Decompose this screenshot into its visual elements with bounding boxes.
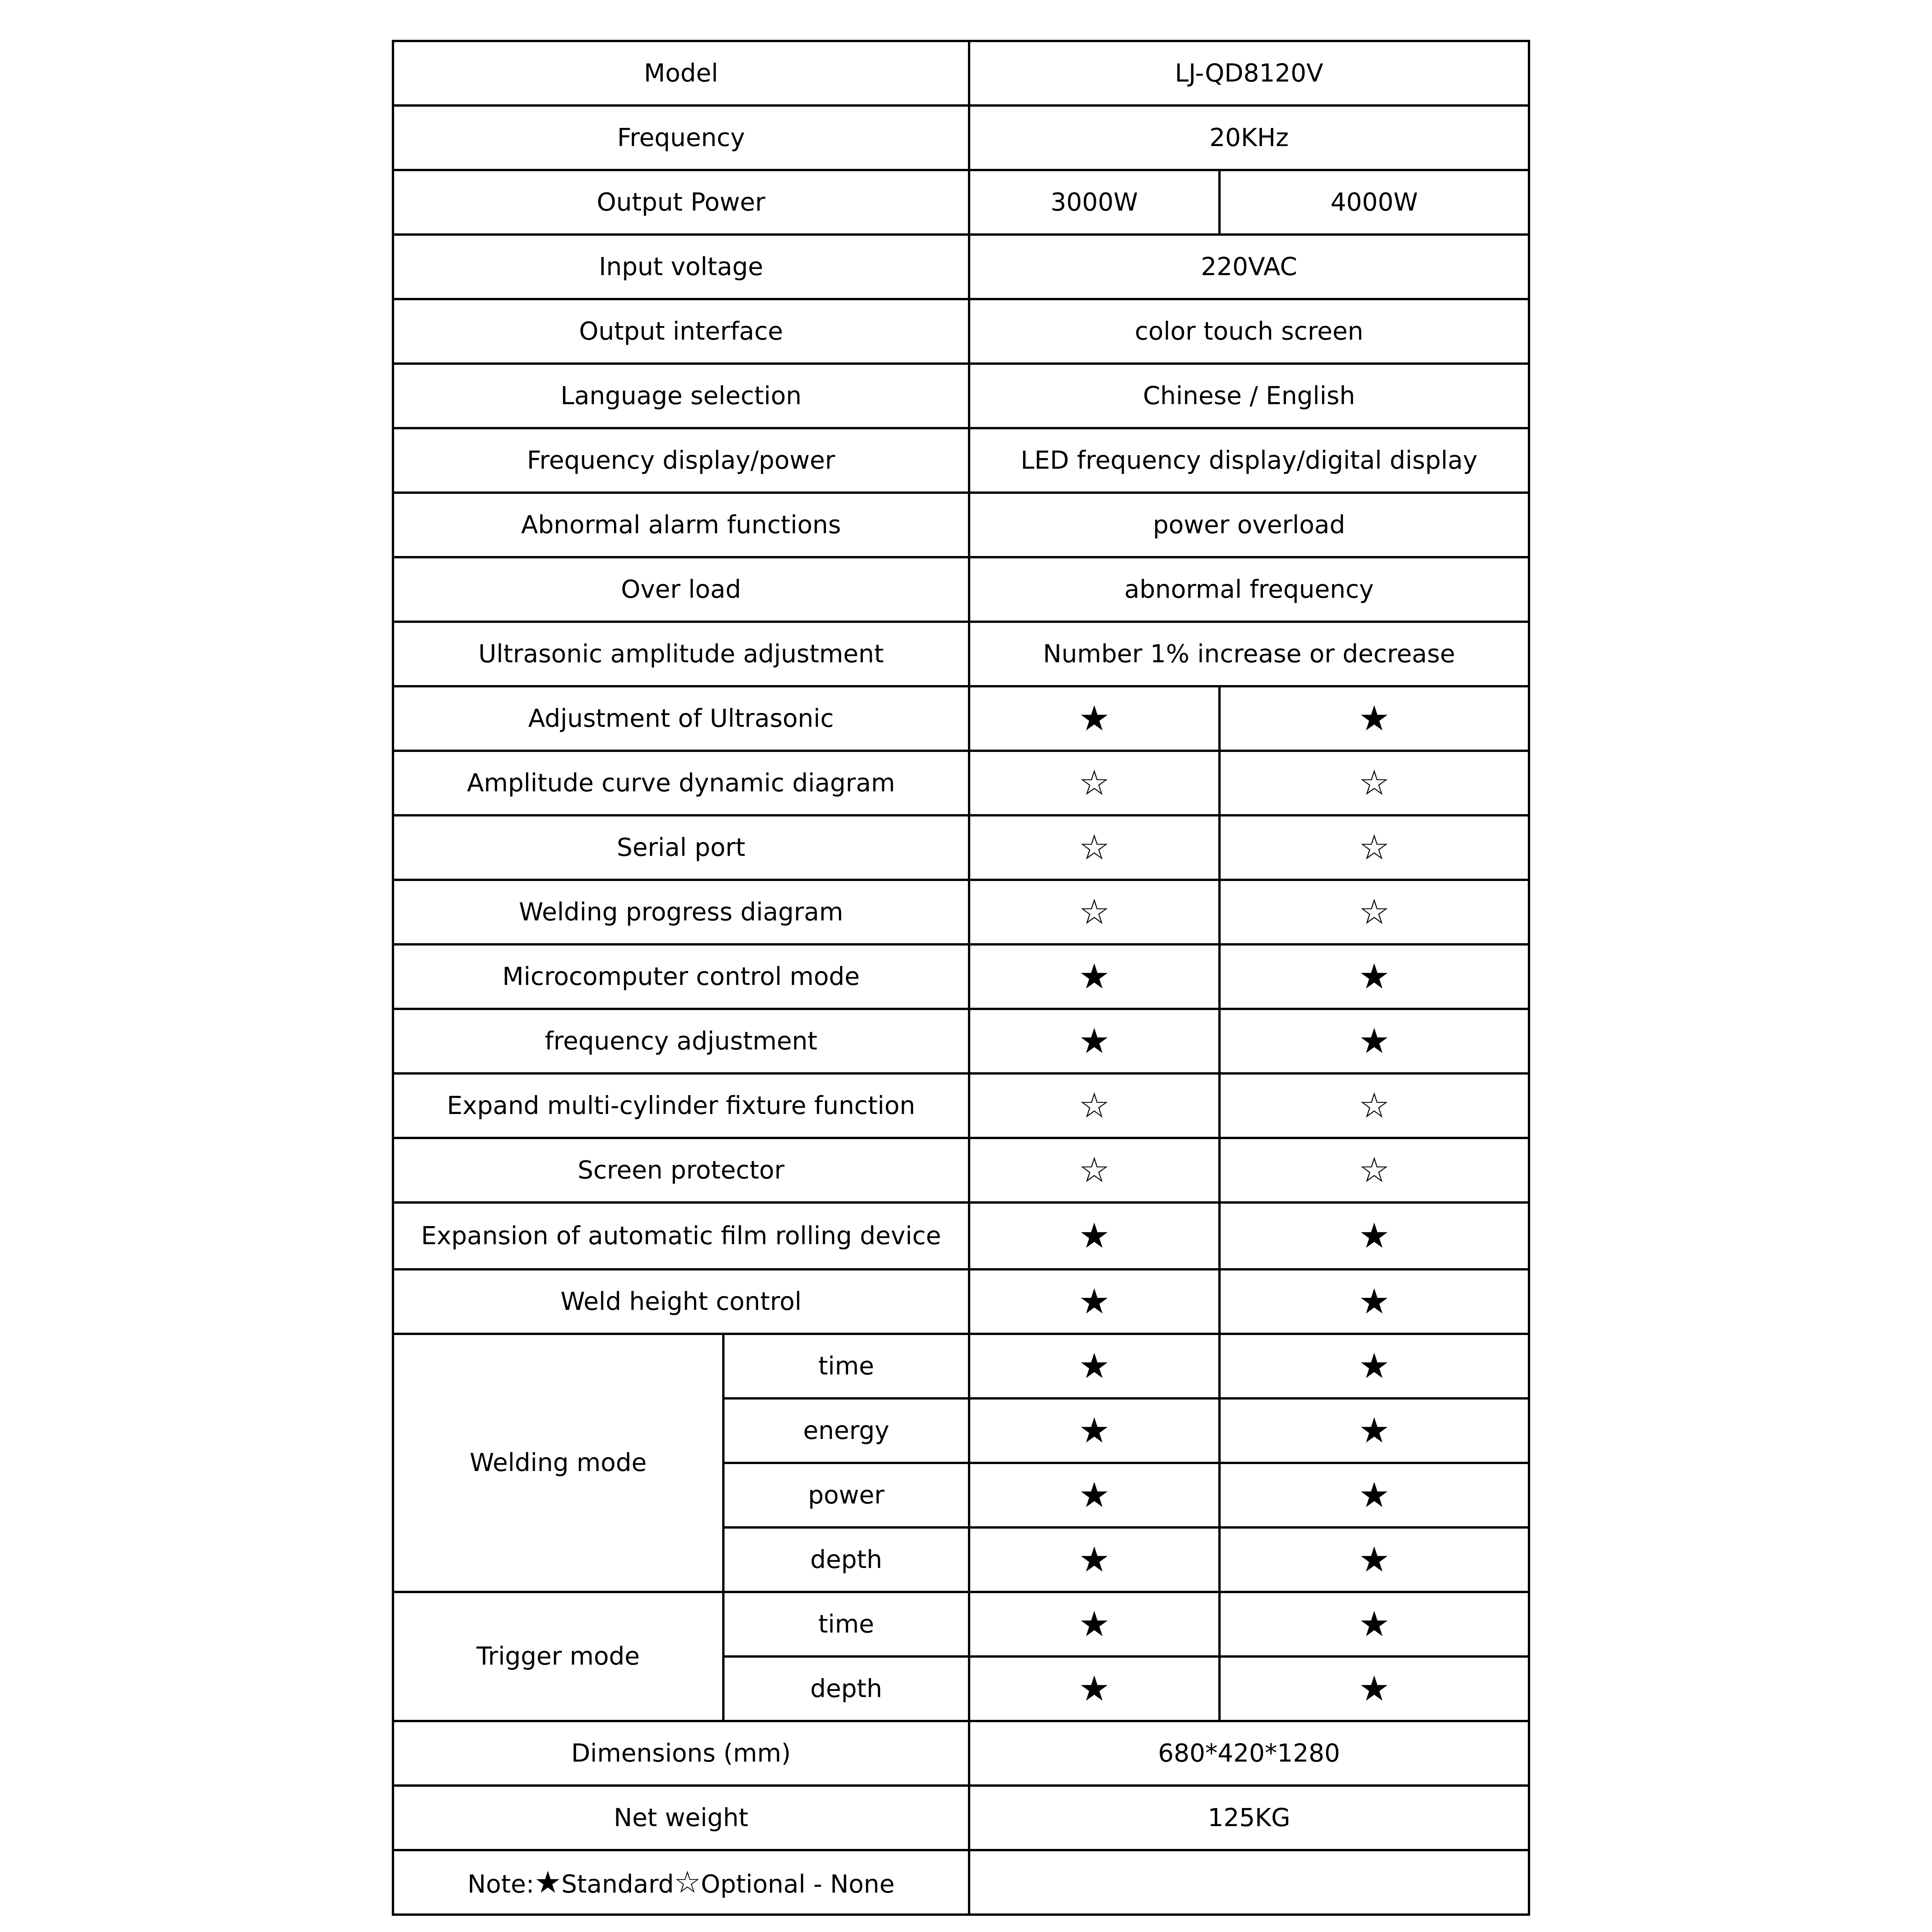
standard-star-icon: ★ (969, 1592, 1219, 1656)
optional-star-icon: ☆ (969, 815, 1219, 880)
abnormal-alarm-value: power overload (969, 493, 1529, 557)
ultrasonic-amplitude-value: Number 1% increase or decrease (969, 622, 1529, 686)
net-weight-label: Net weight (393, 1786, 969, 1850)
trigger-mode-sub-label: depth (723, 1656, 969, 1721)
input-voltage-label: Input voltage (393, 235, 969, 299)
frequency-display-label: Frequency display/power (393, 428, 969, 493)
standard-star-icon: ★ (1219, 1202, 1529, 1269)
language-selection-label: Language selection (393, 364, 969, 428)
net-weight-value: 125KG (969, 1786, 1529, 1850)
standard-star-icon: ★ (969, 1334, 1219, 1398)
optional-star-icon: ☆ (969, 1073, 1219, 1138)
standard-star-icon: ★ (1219, 1269, 1529, 1334)
standard-star-icon: ★ (1219, 944, 1529, 1009)
optional-star-icon: ☆ (1219, 751, 1529, 815)
feature-row (393, 1138, 1529, 1202)
optional-star-icon: ☆ (1219, 1138, 1529, 1202)
feature-row (393, 751, 1529, 815)
frequency-display-value: LED frequency display/digital display (969, 428, 1529, 493)
output-power-value-1: 3000W (969, 170, 1219, 235)
feature-row (393, 1269, 1529, 1334)
frequency-value: 20KHz (969, 105, 1529, 170)
standard-star-icon: ★ (534, 1865, 561, 1900)
optional-star-icon: ☆ (969, 751, 1219, 815)
row-over-load (393, 557, 1529, 622)
model-value: LJ-QD8120V (969, 41, 1529, 105)
optional-star-icon: ☆ (1219, 815, 1529, 880)
standard-star-icon: ★ (1219, 1592, 1529, 1656)
feature-row (393, 815, 1529, 880)
feature-label: frequency adjustment (393, 1009, 969, 1073)
row-frequency-display (393, 428, 1529, 493)
model-label: Model (393, 41, 969, 105)
feature-label: Weld height control (393, 1269, 969, 1334)
standard-star-icon: ★ (1219, 1463, 1529, 1527)
abnormal-alarm-label: Abnormal alarm functions (393, 493, 969, 557)
standard-star-icon: ★ (969, 1398, 1219, 1463)
spec-table (392, 40, 1530, 1916)
welding-mode-row (393, 1334, 1529, 1398)
row-net-weight (393, 1786, 1529, 1850)
row-input-voltage (393, 235, 1529, 299)
row-dimensions (393, 1721, 1529, 1786)
row-note (393, 1850, 1529, 1915)
note-standard-label: Standard (561, 1870, 674, 1899)
standard-star-icon: ★ (1219, 1527, 1529, 1592)
note-cell (393, 1850, 969, 1915)
standard-star-icon: ★ (969, 1463, 1219, 1527)
note-prefix: Note: (467, 1870, 534, 1899)
optional-star-icon: ☆ (1219, 880, 1529, 944)
feature-row (393, 1073, 1529, 1138)
input-voltage-value: 220VAC (969, 235, 1529, 299)
row-frequency (393, 105, 1529, 170)
row-model (393, 41, 1529, 105)
optional-star-icon: ☆ (1219, 1073, 1529, 1138)
row-output-power (393, 170, 1529, 235)
standard-star-icon: ★ (969, 1527, 1219, 1592)
row-abnormal-alarm (393, 493, 1529, 557)
trigger-mode-row (393, 1592, 1529, 1656)
row-ultrasonic-amplitude (393, 622, 1529, 686)
standard-star-icon: ★ (969, 1009, 1219, 1073)
dimensions-value: 680*420*1280 (969, 1721, 1529, 1786)
optional-star-icon: ☆ (969, 880, 1219, 944)
feature-label: Expand multi-cylinder fixture function (393, 1073, 969, 1138)
over-load-label: Over load (393, 557, 969, 622)
feature-row (393, 686, 1529, 751)
row-output-interface (393, 299, 1529, 364)
ultrasonic-amplitude-label: Ultrasonic amplitude adjustment (393, 622, 969, 686)
welding-mode-sub-label: depth (723, 1527, 969, 1592)
standard-star-icon: ★ (1219, 1398, 1529, 1463)
feature-row (393, 1202, 1529, 1269)
welding-mode-sub-label: energy (723, 1398, 969, 1463)
trigger-mode-label: Trigger mode (393, 1592, 723, 1721)
standard-star-icon: ★ (969, 1656, 1219, 1721)
welding-mode-label: Welding mode (393, 1334, 723, 1592)
feature-label: Welding progress diagram (393, 880, 969, 944)
dimensions-label: Dimensions (mm) (393, 1721, 969, 1786)
standard-star-icon: ★ (969, 686, 1219, 751)
output-power-label: Output Power (393, 170, 969, 235)
feature-row (393, 880, 1529, 944)
welding-mode-sub-label: time (723, 1334, 969, 1398)
standard-star-icon: ★ (1219, 1656, 1529, 1721)
standard-star-icon: ★ (969, 1202, 1219, 1269)
trigger-mode-sub-label: time (723, 1592, 969, 1656)
feature-row (393, 1009, 1529, 1073)
language-selection-value: Chinese / English (969, 364, 1529, 428)
feature-label: Expansion of automatic film rolling device (393, 1202, 969, 1269)
output-interface-value: color touch screen (969, 299, 1529, 364)
feature-label: Adjustment of Ultrasonic (393, 686, 969, 751)
optional-star-icon: ☆ (673, 1865, 701, 1900)
optional-star-icon: ☆ (969, 1138, 1219, 1202)
note-optional-label: Optional - None (701, 1870, 895, 1899)
feature-label: Amplitude curve dynamic diagram (393, 751, 969, 815)
standard-star-icon: ★ (1219, 1009, 1529, 1073)
feature-row (393, 944, 1529, 1009)
frequency-label: Frequency (393, 105, 969, 170)
standard-star-icon: ★ (969, 944, 1219, 1009)
output-power-value-2: 4000W (1219, 170, 1529, 235)
output-interface-label: Output interface (393, 299, 969, 364)
standard-star-icon: ★ (969, 1269, 1219, 1334)
note-empty-cell (969, 1850, 1529, 1915)
row-language-selection (393, 364, 1529, 428)
standard-star-icon: ★ (1219, 1334, 1529, 1398)
welding-mode-sub-label: power (723, 1463, 969, 1527)
feature-label: Microcomputer control mode (393, 944, 969, 1009)
feature-label: Screen protector (393, 1138, 969, 1202)
over-load-value: abnormal frequency (969, 557, 1529, 622)
feature-label: Serial port (393, 815, 969, 880)
standard-star-icon: ★ (1219, 686, 1529, 751)
